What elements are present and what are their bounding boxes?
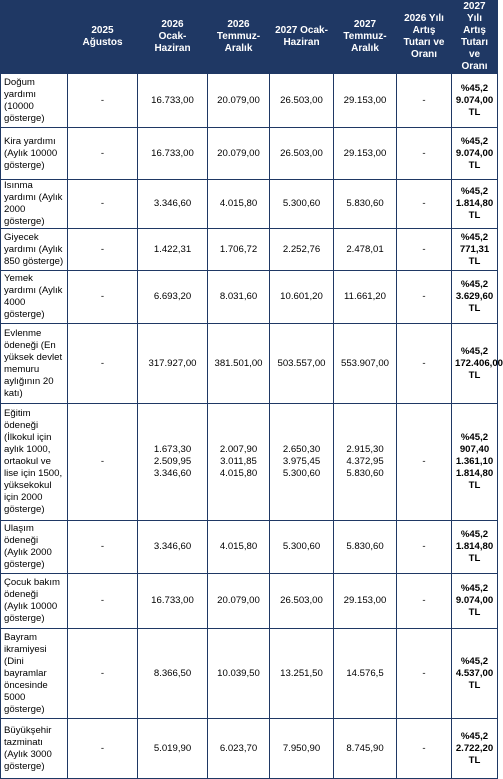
- cell-2027-h1: [270, 229, 334, 271]
- row-label: [1, 719, 68, 779]
- cell-2027-h1: [270, 629, 334, 719]
- cell-2025-august: [68, 229, 138, 271]
- header-text: Artış Tutarı ve Oranı: [460, 25, 489, 72]
- cell-2026-h2: [208, 74, 270, 128]
- cell-2025-august: [68, 574, 138, 629]
- header-text: 2027: [353, 19, 377, 30]
- cell-2025-august: [68, 324, 138, 404]
- cell-2027-increase: [452, 324, 503, 404]
- cell-value: -: [100, 595, 105, 606]
- cell-2027-h2: [334, 128, 397, 180]
- cell-2025-august: [68, 404, 138, 521]
- cell-2026-h1: [138, 324, 208, 404]
- cell-value: 29.153,00: [343, 595, 387, 606]
- cell-value: 4.372,95: [346, 456, 384, 467]
- row-label: [1, 404, 68, 521]
- cell-2026-h1: [138, 128, 208, 180]
- cell-value: %45,2: [460, 655, 489, 667]
- cell-2027-increase: [452, 719, 498, 779]
- cell-2026-h1: [138, 404, 208, 521]
- table-header: [1, 1, 498, 74]
- cell-2026-increase: [397, 324, 452, 404]
- cell-value: %45,2: [460, 231, 489, 243]
- cell-2027-h2: [334, 521, 397, 574]
- cell-value: -: [100, 541, 105, 552]
- cell-value: Çocuk bakım ödeneği (Aylık 10000 gösterge): [4, 577, 60, 624]
- cell-value: 5.300,60: [282, 541, 321, 552]
- cell-2027-h1: [270, 719, 334, 779]
- cell-2026-h1: [138, 574, 208, 629]
- table-row: [1, 271, 498, 324]
- cell-value: -: [100, 456, 105, 467]
- cell-2027-h1: [270, 74, 334, 128]
- cell-value: 1.706,72: [219, 243, 258, 255]
- cell-value: 9.074,00: [455, 147, 494, 159]
- header-2026-h1: [138, 1, 208, 74]
- cell-value: 3.011,85: [220, 456, 257, 467]
- cell-value: 29.153,00: [343, 147, 387, 159]
- cell-value: -: [422, 541, 426, 552]
- header-2025-august: [68, 1, 138, 74]
- cell-2025-august: [68, 74, 138, 128]
- cell-value: TL: [468, 607, 481, 618]
- cell-value: 771,31: [459, 243, 490, 255]
- cell-value: 1.361,10: [455, 456, 494, 467]
- cell-value: TL: [468, 679, 481, 691]
- cell-value: Büyükşehir tazminatı (Aylık 3000 gösterge): [4, 724, 52, 772]
- cell-value: 172.406,00: [455, 357, 503, 369]
- cell-2026-increase: [397, 574, 452, 629]
- header-2027-h1: [270, 1, 334, 74]
- table-body: [1, 74, 503, 779]
- cell-value: 4.015,80: [219, 468, 258, 479]
- cell-value: 3.346,60: [153, 198, 192, 209]
- cell-2027-h2: [334, 324, 397, 404]
- cell-value: %45,2: [460, 583, 489, 594]
- cell-value: -: [422, 291, 426, 302]
- cell-2025-august: [68, 629, 138, 719]
- cell-value: %45,2: [460, 432, 489, 443]
- cell-value: Ulaşım ödeneği (Aylık 2000 gösterge): [4, 523, 52, 570]
- cell-2026-h1: [138, 229, 208, 271]
- row-label: [1, 128, 68, 180]
- header-text: Ocak-Haziran: [154, 31, 191, 54]
- cell-2027-increase: [452, 180, 498, 229]
- cell-value: 9.074,00: [455, 595, 494, 606]
- cell-2026-h1: [138, 719, 208, 779]
- cell-2025-august: [68, 719, 138, 779]
- cell-2026-increase: [397, 128, 452, 180]
- cell-value: 20.079,00: [217, 94, 260, 106]
- header-2026-h2: [208, 1, 270, 74]
- cell-value: 2.478,01: [346, 243, 384, 255]
- cell-value: 20.079,00: [217, 147, 260, 159]
- cell-value: 4.015,80: [219, 198, 258, 209]
- cell-value: 1.814,80: [455, 541, 494, 552]
- cell-value: %45,2: [460, 186, 489, 197]
- cell-value: 10.039,50: [217, 667, 260, 679]
- cell-value: 14.576,5: [346, 667, 384, 679]
- cell-2026-increase: [397, 404, 452, 521]
- cell-2026-h1: [138, 271, 208, 324]
- cell-2027-increase: [452, 271, 498, 324]
- cell-2026-h2: [208, 128, 270, 180]
- cell-value: TL: [468, 480, 481, 491]
- cell-value: 1.814,80: [455, 468, 494, 479]
- cell-2027-h2: [334, 271, 397, 324]
- cell-2027-increase: [452, 521, 498, 574]
- cell-2026-h2: [208, 574, 270, 629]
- cell-value: 3.346,60: [153, 468, 192, 479]
- cell-value: -: [100, 667, 105, 679]
- header-text: 2026: [161, 19, 184, 30]
- cell-2025-august: [68, 128, 138, 180]
- cell-value: 6.023,70: [219, 742, 258, 754]
- cell-value: %45,2: [460, 345, 489, 357]
- cell-value: 2.509,95: [153, 456, 192, 467]
- cell-value: TL: [468, 369, 481, 381]
- cell-value: Giyecek yardımı (Aylık 850 gösterge): [4, 231, 64, 267]
- cell-value: %45,2: [460, 82, 489, 94]
- cell-value: 26.503,00: [280, 94, 323, 106]
- header-row: [1, 1, 498, 74]
- cell-value: TL: [468, 255, 481, 267]
- cell-value: 381.501,00: [214, 357, 263, 369]
- cell-value: 4.015,80: [219, 541, 258, 552]
- cell-value: TL: [468, 106, 481, 118]
- cell-value: %45,2: [460, 529, 489, 540]
- row-label: [1, 324, 68, 404]
- row-label: [1, 74, 68, 128]
- cell-2027-increase: [452, 629, 498, 719]
- header-empty: [1, 1, 68, 74]
- cell-value: 5.300,60: [282, 468, 321, 479]
- cell-value: 16.733,00: [151, 94, 194, 106]
- cell-value: 20.079,00: [217, 595, 260, 606]
- cell-value: Bayram ikramiyesi (Dini bayramlar öncesinde 5000 gösterge): [4, 631, 48, 715]
- cell-2026-h2: [208, 324, 270, 404]
- cell-2026-h2: [208, 404, 270, 521]
- row-label: [1, 271, 68, 324]
- cell-2026-increase: [397, 629, 452, 719]
- cell-2026-increase: [397, 74, 452, 128]
- header-2027-increase: [452, 1, 498, 74]
- cell-value: 16.733,00: [151, 595, 194, 606]
- cell-2025-august: [68, 521, 138, 574]
- cell-2027-h2: [334, 229, 397, 271]
- cell-value: 2.650,30: [282, 444, 321, 455]
- cell-value: TL: [468, 159, 481, 171]
- cell-2026-increase: [397, 229, 452, 271]
- cell-value: 9.074,00: [455, 94, 494, 106]
- cell-value: -: [422, 94, 426, 106]
- table-row: [1, 229, 498, 271]
- header-text: 2026: [227, 19, 250, 30]
- cell-value: TL: [468, 210, 481, 221]
- cell-2026-h1: [138, 521, 208, 574]
- cell-value: -: [100, 291, 105, 302]
- cell-value: 553.907,00: [340, 357, 389, 369]
- cell-2027-h2: [334, 719, 397, 779]
- cell-value: Yemek yardımı (Aylık 4000 gösterge): [4, 273, 63, 320]
- cell-value: -: [100, 198, 105, 209]
- table-row: [1, 74, 498, 128]
- cell-2027-h1: [270, 128, 334, 180]
- cell-2025-august: [68, 271, 138, 324]
- cell-value: -: [422, 595, 426, 606]
- cell-value: 1.814,80: [455, 198, 494, 209]
- cell-value: Eğitim ödeneği (İlkokul için aylık 1000, ortaokul ve lise için 1500, yüksekokul için 2000 gösterge): [4, 408, 63, 515]
- header-text: 2025: [91, 25, 114, 36]
- cell-value: Doğum yardımı (10000 gösterge): [4, 76, 45, 124]
- cell-value: %45,2: [460, 730, 489, 742]
- row-label: [1, 180, 68, 229]
- cell-value: 10.601,20: [280, 291, 323, 302]
- header-text: Temmuz-Aralık: [343, 31, 387, 54]
- cell-value: TL: [468, 754, 481, 766]
- cell-value: 317.927,00: [148, 357, 197, 369]
- cell-value: 2.252,76: [282, 243, 321, 255]
- cell-2026-increase: [397, 719, 452, 779]
- cell-value: 13.251,50: [280, 667, 323, 679]
- cell-value: 4.537,00: [455, 667, 494, 679]
- row-label: [1, 521, 68, 574]
- cell-value: 1.422,31: [153, 243, 192, 255]
- table-row: [1, 404, 498, 521]
- cell-2026-h2: [208, 521, 270, 574]
- cell-value: 2.007,90: [219, 444, 258, 455]
- cell-value: 26.503,00: [280, 595, 323, 606]
- cell-2027-h2: [334, 574, 397, 629]
- table-row: [1, 521, 498, 574]
- cell-value: 5.019,90: [153, 742, 192, 754]
- cell-2026-h2: [208, 229, 270, 271]
- cell-2027-increase: [452, 128, 498, 180]
- cell-value: 26.503,00: [280, 147, 323, 159]
- cell-2027-increase: [452, 74, 498, 128]
- cell-value: 5.300,60: [282, 198, 321, 209]
- cell-value: -: [422, 357, 426, 369]
- cell-value: 11.661,20: [344, 291, 386, 302]
- cell-2027-increase: [452, 229, 498, 271]
- cell-2027-h2: [334, 180, 397, 229]
- cell-value: -: [100, 742, 105, 754]
- cell-2026-h2: [208, 180, 270, 229]
- table-row: [1, 574, 498, 629]
- cell-value: 503.557,00: [277, 357, 326, 369]
- cell-2025-august: [68, 180, 138, 229]
- header-text: 2027 Yılı: [463, 1, 486, 24]
- cell-value: -: [422, 198, 426, 209]
- cell-value: Isınma yardımı (Aylık 2000 gösterge): [4, 180, 63, 227]
- cell-2027-h1: [270, 271, 334, 324]
- cell-value: 3.629,60: [455, 291, 494, 302]
- cell-value: -: [422, 456, 426, 467]
- cell-value: 3.346,60: [153, 541, 192, 552]
- table-row: [1, 719, 498, 779]
- cell-2026-increase: [397, 180, 452, 229]
- table-row: [1, 180, 498, 229]
- cell-value: -: [422, 667, 426, 679]
- cell-value: 2.915,30: [346, 444, 384, 455]
- header-text: Haziran: [283, 37, 320, 48]
- cell-2027-h1: [270, 404, 334, 521]
- header-text: Temmuz-Aralık: [216, 31, 261, 54]
- cell-2026-h1: [138, 629, 208, 719]
- cell-value: Evlenme ödeneği (En yüksek devlet memuru aylığının 20 katı): [4, 327, 63, 399]
- cell-2026-increase: [397, 521, 452, 574]
- cell-2027-increase: [452, 574, 498, 629]
- cell-2026-h2: [208, 719, 270, 779]
- header-2026-increase: [397, 1, 452, 74]
- cell-value: 5.830,60: [346, 198, 384, 209]
- cell-2027-h1: [270, 324, 334, 404]
- cell-value: 8.745,90: [346, 742, 384, 754]
- cell-2027-increase: [452, 404, 498, 521]
- cell-value: 8.031,60: [219, 291, 258, 302]
- cell-value: 3.975,45: [282, 456, 321, 467]
- cell-value: -: [100, 94, 105, 106]
- cell-value: 1.673,30: [153, 444, 192, 455]
- cell-value: 2.722,20: [455, 742, 494, 754]
- cell-2027-h1: [270, 574, 334, 629]
- cell-value: 16.733,00: [151, 147, 194, 159]
- table-row: [1, 324, 498, 404]
- cell-value: 6.693,20: [153, 291, 192, 302]
- cell-2027-h1: [270, 521, 334, 574]
- cell-value: 7.950,90: [282, 742, 321, 754]
- cell-value: 5.830,60: [346, 541, 384, 552]
- table-row: [1, 629, 498, 719]
- cell-value: -: [100, 357, 105, 369]
- cell-2026-h1: [138, 74, 208, 128]
- cell-2027-h1: [270, 180, 334, 229]
- cell-value: %45,2: [460, 279, 489, 290]
- header-text: Artış Tutarı ve Oranı: [403, 25, 445, 60]
- cell-2026-h1: [138, 180, 208, 229]
- header-text: 2027 Ocak-: [275, 25, 328, 36]
- cell-value: 29.153,00: [343, 94, 387, 106]
- cell-value: %45,2: [460, 135, 489, 147]
- cell-value: TL: [468, 553, 481, 564]
- cell-2027-h2: [334, 629, 397, 719]
- cell-value: 907,40: [459, 444, 490, 455]
- cell-value: Kira yardımı (Aylık 10000 gösterge): [4, 135, 58, 171]
- cell-value: -: [422, 147, 426, 159]
- cell-value: 5.830,60: [346, 468, 384, 479]
- cell-value: -: [422, 243, 426, 255]
- header-text: 2026 Yılı: [404, 13, 444, 24]
- row-label: [1, 629, 68, 719]
- cell-2026-increase: [397, 271, 452, 324]
- cell-2026-h2: [208, 629, 270, 719]
- cell-value: 8.366,50: [153, 667, 192, 679]
- table-row: [1, 128, 498, 180]
- cell-value: -: [422, 742, 426, 754]
- cell-2026-h2: [208, 271, 270, 324]
- cell-value: TL: [468, 303, 481, 314]
- header-text: Ağustos: [82, 37, 123, 48]
- cell-2027-h2: [334, 74, 397, 128]
- cell-value: -: [100, 243, 105, 255]
- header-2027-h2: [334, 1, 397, 74]
- row-label: [1, 229, 68, 271]
- cell-value: -: [100, 147, 105, 159]
- cell-2027-h2: [334, 404, 397, 521]
- row-label: [1, 574, 68, 629]
